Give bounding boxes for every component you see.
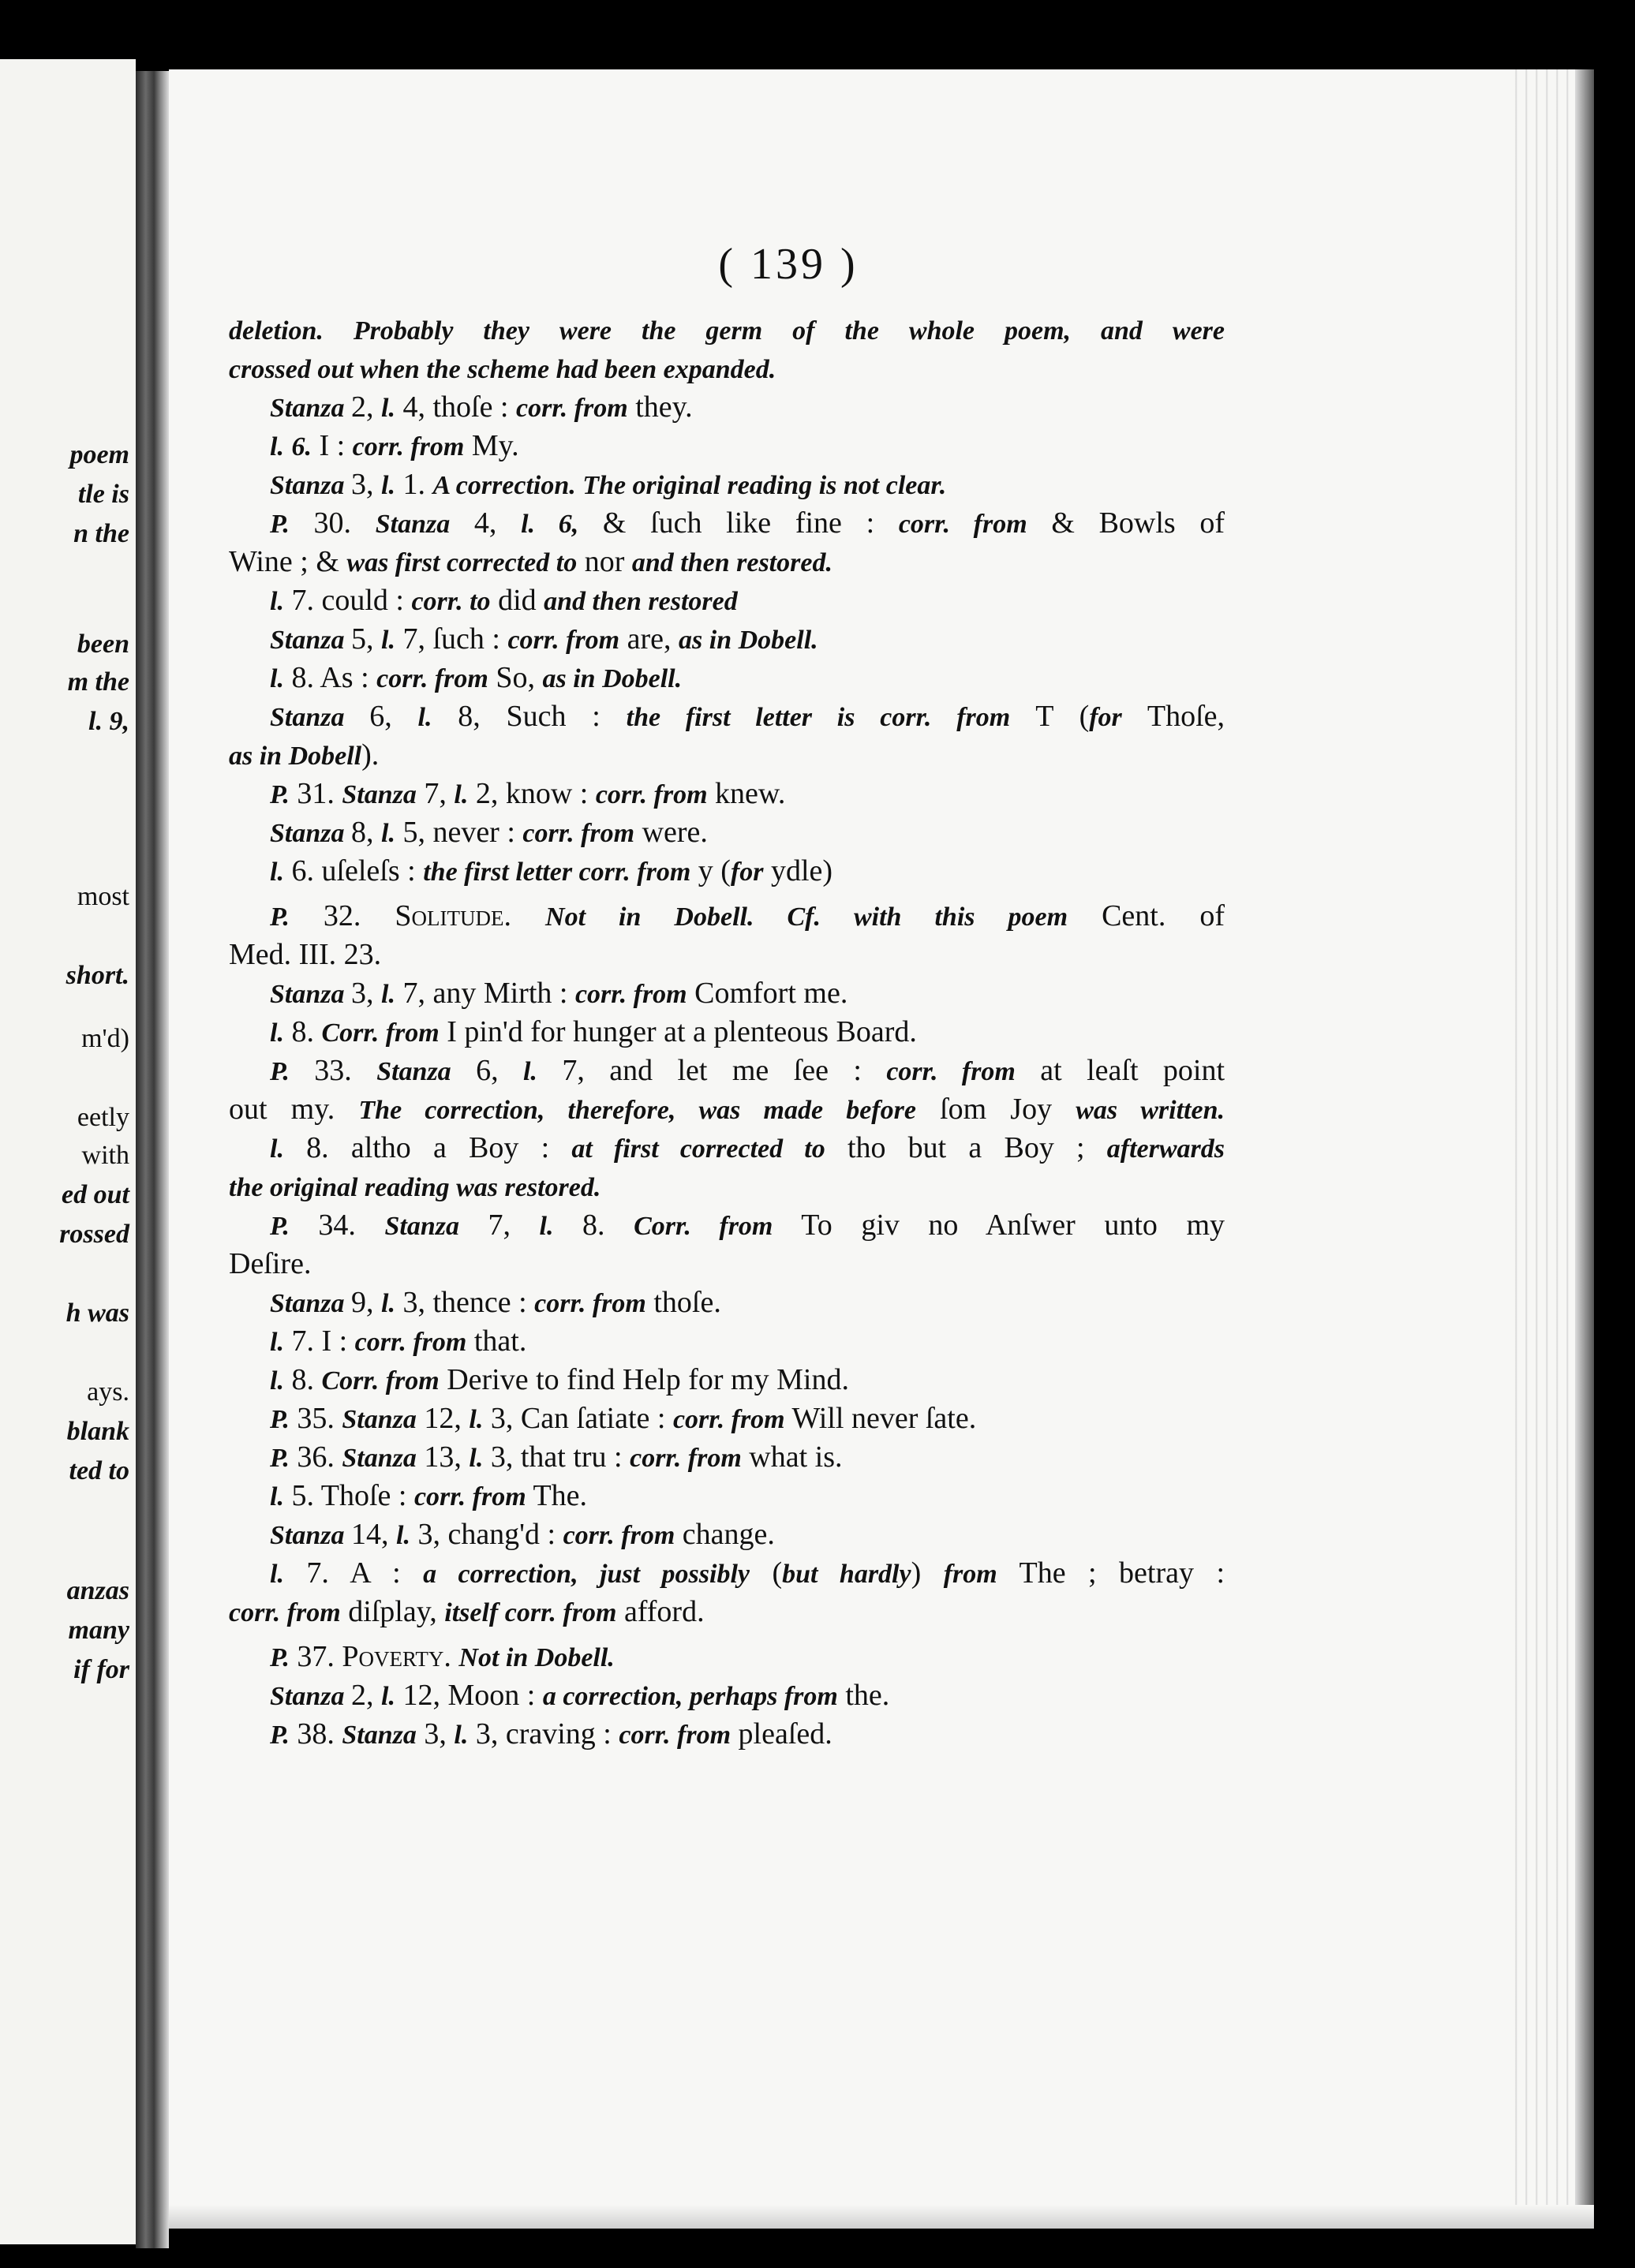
roman-segment: 7, and let me ſee :	[537, 1054, 887, 1087]
italic-segment: Stanza	[342, 780, 417, 809]
roman-segment: 12,	[416, 1402, 470, 1435]
italic-segment: at first corrected to	[571, 1134, 825, 1164]
left-page-fragment: ed out	[62, 1180, 129, 1209]
roman-segment	[451, 1640, 459, 1673]
left-page-fragment: l. 9,	[88, 707, 129, 736]
roman-segment: 6,	[369, 700, 418, 733]
roman-segment: 8.	[553, 1209, 634, 1242]
left-page-fragment: short.	[65, 961, 129, 990]
roman-segment: 34.	[289, 1209, 385, 1242]
italic-segment: Stanza	[342, 1444, 417, 1473]
roman-segment: 1.	[395, 468, 433, 501]
italic-segment: P.	[270, 1444, 290, 1473]
left-page-fragment: h was	[65, 1298, 129, 1328]
italic-segment: l.	[469, 1405, 484, 1434]
left-page-fragment: ays.	[87, 1377, 129, 1407]
roman-segment: 13,	[416, 1440, 470, 1474]
text-line	[229, 1399, 1225, 1438]
text-line	[229, 1638, 1225, 1676]
text-line	[229, 813, 1225, 852]
italic-segment: corr. from	[898, 510, 1027, 539]
italic-segment: A correction. The original reading is not clear.	[432, 471, 947, 500]
text-line	[229, 1245, 1225, 1283]
text-line	[229, 581, 1225, 620]
italic-segment: corr. from	[516, 394, 628, 423]
italic-segment: Corr. from	[634, 1212, 773, 1241]
text-line	[229, 974, 1225, 1013]
italic-segment: P.	[270, 1721, 290, 1750]
roman-segment: 3,	[351, 468, 381, 501]
roman-segment: 4, thoſe :	[395, 390, 516, 424]
italic-segment: P.	[270, 1643, 290, 1672]
roman-segment: did	[490, 584, 544, 617]
italic-segment: l.	[270, 858, 284, 887]
left-page-fragment: rossed	[59, 1220, 129, 1249]
left-page-fragment: poem	[69, 440, 129, 469]
italic-segment: was first corrected to	[346, 548, 578, 577]
italic-segment: Stanza	[270, 1682, 351, 1711]
text-line	[229, 1090, 1225, 1129]
italic-segment: l.	[270, 432, 284, 461]
italic-segment: Stanza	[375, 510, 451, 539]
italic-segment: Stanza	[270, 819, 351, 848]
italic-segment: l.	[270, 1560, 284, 1589]
text-line	[229, 1283, 1225, 1322]
italic-segment: l.	[381, 819, 395, 848]
italic-segment: a correction, perhaps from	[542, 1682, 838, 1711]
page-body	[229, 311, 1225, 1754]
text-line	[229, 1515, 1225, 1554]
roman-segment: 7,	[458, 1209, 540, 1242]
italic-segment: corr. from	[352, 432, 465, 461]
italic-segment: l.	[381, 394, 395, 423]
italic-segment: corr. from	[522, 819, 635, 848]
left-page-fragment: been	[77, 630, 129, 659]
italic-segment: corr. from	[574, 980, 687, 1009]
roman-segment: To giv no Anſwer unto my	[773, 1209, 1225, 1242]
italic-segment: corr. from	[534, 1289, 646, 1318]
small-caps-segment: Solitude.	[395, 899, 512, 932]
page-number: ( 139 )	[718, 240, 859, 289]
italic-segment: Not in Dobell. Cf. with this poem	[545, 902, 1068, 932]
italic-segment: P.	[270, 1405, 290, 1434]
roman-segment: Derive to find Help for my Mind.	[439, 1363, 849, 1396]
left-page-fragment: blank	[66, 1417, 129, 1446]
italic-segment: corr. from	[595, 780, 708, 809]
book-page	[169, 69, 1594, 2229]
text-line	[229, 465, 1225, 504]
roman-segment: afford.	[616, 1595, 705, 1628]
text-line	[229, 1013, 1225, 1052]
italic-segment: the first letter is corr. from	[626, 703, 1011, 732]
italic-segment: l.	[469, 1444, 484, 1473]
roman-segment: 5, never :	[395, 816, 523, 849]
italic-segment: but hardly	[782, 1560, 911, 1589]
text-line	[229, 504, 1225, 543]
italic-segment: l.	[454, 780, 469, 809]
roman-segment: (	[749, 1556, 783, 1590]
roman-segment: at leaſt point	[1015, 1054, 1225, 1087]
text-line	[229, 897, 1225, 936]
italic-segment: Stanza	[270, 980, 351, 1009]
italic-segment: Stanza	[270, 1521, 351, 1550]
italic-segment: for	[1089, 703, 1122, 732]
roman-segment: 5. Thoſe :	[283, 1479, 414, 1512]
roman-segment: out my.	[229, 1093, 359, 1126]
left-page-fragment: n the	[73, 519, 129, 548]
italic-segment: for	[730, 858, 764, 887]
italic-segment: itself corr. from	[444, 1598, 617, 1627]
italic-segment: l.	[270, 1328, 284, 1357]
italic-segment: Stanza	[270, 626, 351, 655]
left-page-fragment: most	[77, 882, 129, 911]
roman-segment: 7. could :	[283, 584, 412, 617]
italic-segment: and then restored.	[631, 548, 832, 577]
roman-segment: 35.	[289, 1402, 342, 1435]
roman-segment: 31.	[289, 777, 342, 810]
italic-segment: Stanza	[384, 1212, 459, 1241]
italic-segment: deletion. Probably they were the germ of the whole poem, and were	[229, 316, 1225, 346]
text-line	[229, 388, 1225, 427]
italic-segment: as in Dobell	[229, 742, 362, 771]
roman-segment: 8,	[351, 816, 381, 849]
roman-segment: ſom Joy	[915, 1093, 1076, 1126]
roman-segment: knew.	[707, 777, 786, 810]
italic-segment: Corr. from	[321, 1366, 440, 1396]
text-line	[229, 736, 1225, 775]
roman-segment: Wine ; &	[229, 545, 347, 578]
italic-segment: l.	[381, 1289, 395, 1318]
roman-segment: 2, know :	[468, 777, 596, 810]
roman-segment	[511, 899, 545, 932]
roman-segment: 8. As :	[283, 661, 377, 694]
italic-segment: l.	[270, 1134, 284, 1164]
roman-segment: 33.	[289, 1054, 377, 1087]
text-line	[229, 427, 1225, 465]
italic-segment: l.	[396, 1521, 410, 1550]
left-page-fragment: tle is	[77, 480, 129, 509]
italic-segment: Stanza	[342, 1405, 417, 1434]
roman-segment: 6. uſeleſs :	[283, 854, 424, 887]
left-page-fragment: ted to	[69, 1456, 129, 1485]
italic-segment: corr. from	[672, 1405, 785, 1434]
text-line	[229, 1206, 1225, 1245]
italic-segment: 6.	[291, 432, 312, 461]
roman-segment: I :	[311, 429, 353, 462]
italic-segment: l.	[270, 1366, 284, 1396]
roman-segment: & ſuch like fine :	[578, 506, 899, 540]
roman-segment: 8.	[283, 1015, 322, 1048]
italic-segment: l.	[270, 587, 284, 616]
italic-segment: crossed out when the scheme had been expanded.	[229, 355, 776, 384]
roman-segment: tho but a Boy ;	[825, 1131, 1107, 1164]
text-line	[229, 1438, 1225, 1477]
text-line	[229, 1168, 1225, 1206]
italic-segment: Stanza	[376, 1057, 451, 1086]
roman-segment: 8, Such :	[432, 700, 627, 733]
text-line	[229, 1477, 1225, 1515]
roman-segment: they.	[627, 390, 693, 424]
left-page-fragment: with	[81, 1141, 129, 1170]
roman-segment: ).	[361, 738, 380, 772]
text-line	[229, 620, 1225, 659]
roman-segment: Med. III. 23.	[229, 938, 382, 971]
roman-segment: The ; betray :	[997, 1556, 1225, 1590]
roman-segment: 3, chang'd :	[410, 1518, 563, 1551]
roman-segment: The.	[526, 1479, 588, 1512]
italic-segment: l.	[522, 1057, 537, 1086]
roman-segment: ydle)	[763, 854, 833, 887]
roman-segment: what is.	[741, 1440, 843, 1474]
roman-segment: 7,	[416, 777, 455, 810]
left-page-fragment: m'd)	[81, 1024, 129, 1053]
roman-segment: thoſe.	[645, 1286, 721, 1319]
roman-segment: were.	[634, 816, 708, 849]
italic-segment: corr. from	[619, 1721, 731, 1750]
roman-segment: Thoſe,	[1121, 700, 1225, 733]
italic-segment: corr. to	[411, 587, 491, 616]
previous-page-fragment	[0, 59, 136, 2244]
roman-segment: 7, any Mirth :	[395, 977, 575, 1010]
roman-segment: 36.	[289, 1440, 342, 1474]
text-line	[229, 936, 1225, 974]
text-line	[229, 1052, 1225, 1090]
italic-segment: l.	[381, 626, 395, 655]
italic-segment: l.	[381, 1682, 395, 1711]
small-caps-segment: Poverty.	[342, 1640, 451, 1673]
italic-segment: corr. from	[886, 1057, 1016, 1086]
italic-segment: l.	[539, 1212, 554, 1241]
italic-segment: corr. from	[563, 1521, 675, 1550]
page-edge-shadow	[1575, 69, 1594, 2229]
italic-segment: Stanza	[270, 471, 351, 500]
text-line	[229, 659, 1225, 697]
italic-segment: l.	[454, 1721, 469, 1750]
italic-segment: from	[943, 1560, 997, 1589]
italic-segment: as in Dobell.	[542, 664, 683, 693]
roman-segment: 3, thence :	[395, 1286, 535, 1319]
left-page-fragment: if for	[73, 1655, 129, 1684]
italic-segment: P.	[270, 1212, 290, 1241]
roman-segment: Deſire.	[229, 1247, 312, 1280]
left-page-fragment: anzas	[66, 1576, 129, 1605]
italic-segment: l.	[270, 664, 284, 693]
italic-segment: l.	[381, 980, 395, 1009]
left-page-fragment: eetly	[77, 1103, 129, 1132]
roman-segment: y (	[690, 854, 731, 887]
italic-segment: and then restored	[544, 587, 738, 616]
italic-segment: afterwards	[1106, 1134, 1225, 1164]
italic-segment: l.	[270, 1482, 284, 1511]
roman-segment: 7, ſuch :	[395, 622, 508, 656]
text-line	[229, 1593, 1225, 1631]
roman-segment: pleaſed.	[731, 1717, 832, 1751]
text-line	[229, 775, 1225, 813]
roman-segment: diſplay,	[340, 1595, 445, 1628]
roman-segment: T (	[1010, 700, 1090, 733]
italic-segment: corr. from	[376, 664, 488, 693]
italic-segment: a correction, just possibly	[423, 1560, 750, 1589]
italic-segment: P.	[270, 902, 290, 932]
text-line	[229, 697, 1225, 736]
roman-segment: 37.	[289, 1640, 342, 1673]
roman-segment: 3, craving :	[468, 1717, 619, 1751]
text-line	[229, 349, 1225, 388]
roman-segment: I pin'd for hunger at a plenteous Board.	[439, 1015, 917, 1048]
left-page-fragment: m the	[67, 667, 129, 697]
roman-segment: 3, that tru :	[483, 1440, 630, 1474]
italic-segment: P.	[270, 1057, 290, 1086]
italic-segment: Corr. from	[321, 1018, 440, 1048]
roman-segment: Comfort me.	[687, 977, 848, 1010]
roman-segment: 8. altho a Boy :	[283, 1131, 572, 1164]
italic-segment: corr. from	[354, 1328, 467, 1357]
text-line	[229, 1361, 1225, 1399]
italic-segment: l.	[417, 703, 432, 732]
roman-segment: Will never ſate.	[784, 1402, 977, 1435]
roman-segment: & Bowls of	[1027, 506, 1225, 540]
roman-segment: 3,	[416, 1717, 455, 1751]
roman-segment: So,	[488, 661, 543, 694]
italic-segment: the first letter corr. from	[423, 858, 691, 887]
page-bottom-shade	[169, 2205, 1594, 2229]
roman-segment: 4,	[450, 506, 522, 540]
roman-segment: 5,	[351, 622, 381, 656]
book-gutter	[136, 71, 169, 2248]
roman-segment: 3,	[351, 977, 381, 1010]
italic-segment: corr. from	[413, 1482, 526, 1511]
italic-segment: corr. from	[229, 1598, 341, 1627]
roman-segment: 7. I :	[283, 1325, 355, 1358]
text-line	[229, 1715, 1225, 1754]
text-line	[229, 1129, 1225, 1168]
roman-segment: that.	[466, 1325, 527, 1358]
roman-segment: 38.	[289, 1717, 342, 1751]
roman-segment: 2,	[351, 1679, 381, 1712]
italic-segment: P.	[270, 510, 290, 539]
roman-segment: Cent. of	[1068, 899, 1225, 932]
italic-segment: Stanza	[270, 394, 351, 423]
roman-segment: 14,	[351, 1518, 396, 1551]
text-line	[229, 311, 1225, 349]
roman-segment: the.	[837, 1679, 890, 1712]
roman-segment: are,	[619, 622, 679, 656]
roman-segment: 9,	[351, 1286, 381, 1319]
roman-segment: My.	[464, 429, 519, 462]
text-line	[229, 1676, 1225, 1715]
roman-segment: 32.	[289, 899, 395, 932]
text-line	[229, 852, 1225, 891]
roman-segment: 3, Can ſatiate :	[483, 1402, 673, 1435]
text-line	[229, 1554, 1225, 1593]
roman-segment: 7. A :	[283, 1556, 424, 1590]
text-line	[229, 1322, 1225, 1361]
italic-segment: Stanza	[342, 1721, 417, 1750]
italic-segment: The correction, therefore, was made before	[358, 1096, 916, 1125]
italic-segment: l. 6,	[521, 510, 579, 539]
left-page-fragment: many	[68, 1616, 129, 1645]
italic-segment: l.	[270, 1018, 284, 1048]
roman-segment: 6,	[451, 1054, 523, 1087]
roman-segment: change.	[675, 1518, 775, 1551]
italic-segment: l.	[381, 471, 395, 500]
italic-segment: corr. from	[507, 626, 620, 655]
roman-segment: 2,	[351, 390, 381, 424]
italic-segment: as in Dobell.	[679, 626, 818, 655]
italic-segment: Stanza	[270, 703, 370, 732]
roman-segment: 30.	[289, 506, 376, 540]
italic-segment: was written.	[1076, 1096, 1225, 1125]
roman-segment: 12, Moon :	[395, 1679, 543, 1712]
italic-segment: corr. from	[630, 1444, 742, 1473]
italic-segment: Stanza	[270, 1289, 351, 1318]
italic-segment: Not in Dobell.	[458, 1643, 615, 1672]
roman-segment: nor	[577, 545, 632, 578]
roman-segment: 8.	[283, 1363, 322, 1396]
text-line	[229, 543, 1225, 581]
italic-segment: P.	[270, 780, 290, 809]
italic-segment: the original reading was restored.	[229, 1173, 601, 1202]
roman-segment: )	[911, 1556, 944, 1590]
